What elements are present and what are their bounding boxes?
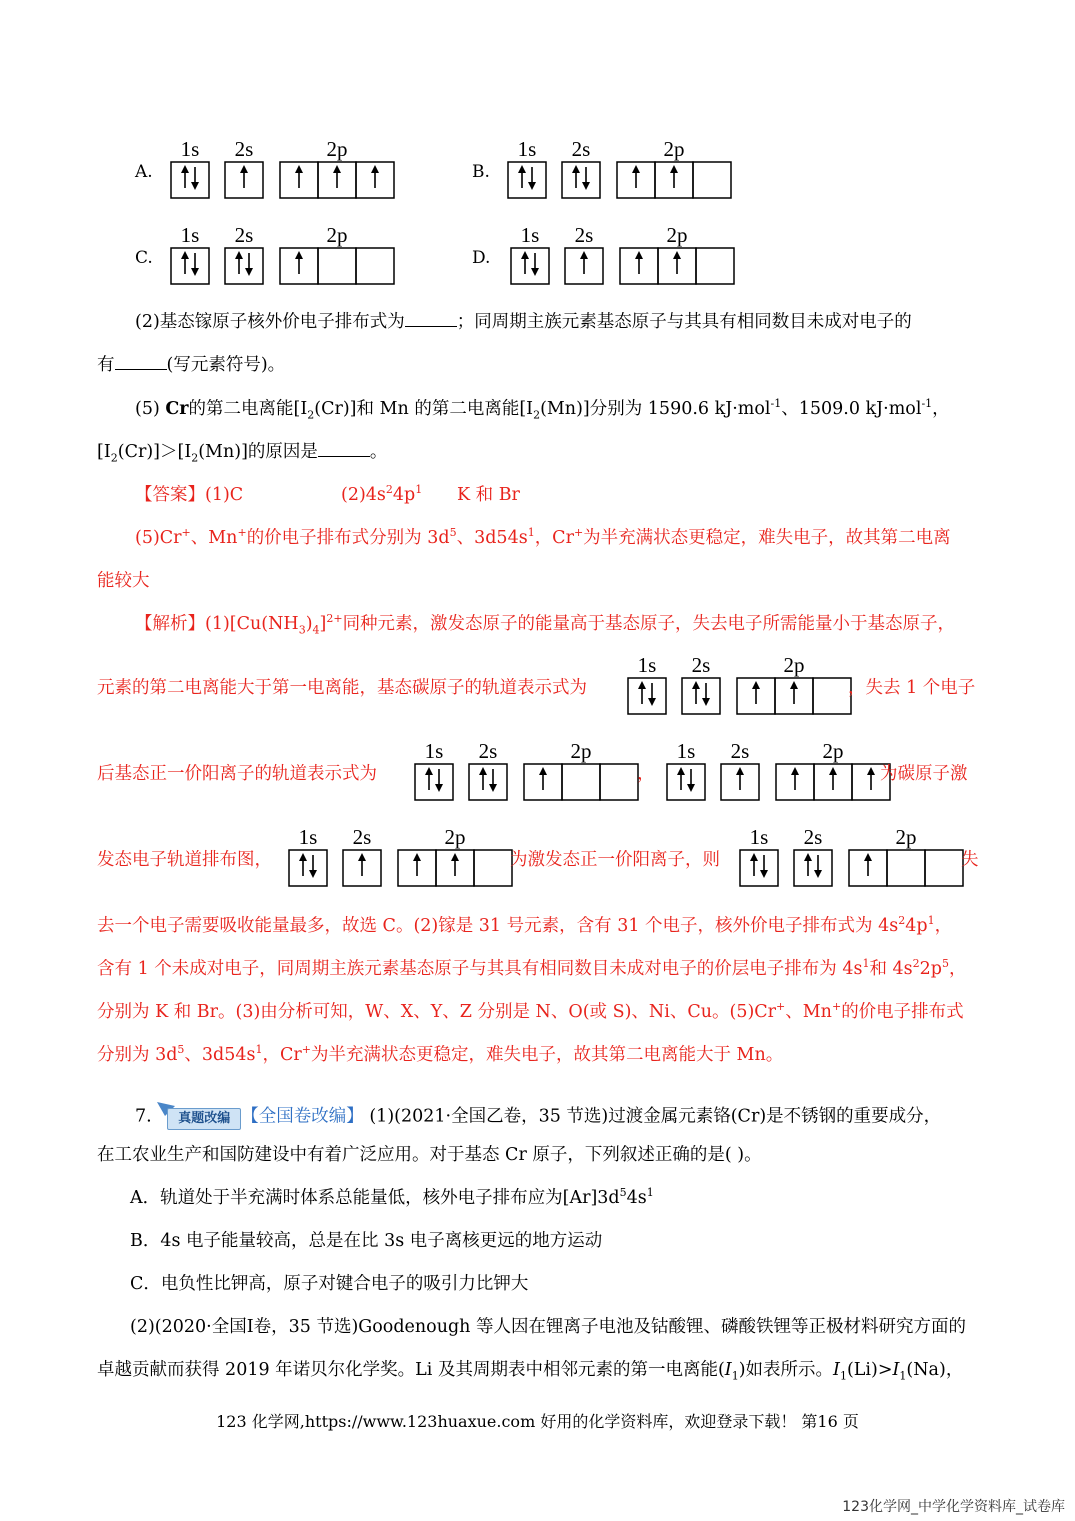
svg-text:2p: 2p [570, 739, 592, 763]
sub: 2 [191, 451, 199, 465]
analysis-text: 、3d54s [184, 1045, 256, 1065]
sup: 1 [646, 1186, 654, 1200]
sup: + [831, 1000, 842, 1014]
q7-text: (Na)， [906, 1360, 964, 1380]
svg-text:1s: 1s [637, 653, 657, 677]
sup: 1 [862, 957, 870, 971]
orbital-diagram-b [507, 138, 737, 208]
q5-text: [I [97, 442, 111, 462]
sup: 5 [619, 1186, 627, 1200]
sup: 1 [527, 526, 535, 540]
analysis-line5 [97, 914, 952, 938]
q2-line1 [135, 310, 912, 334]
q5-text: (5) [135, 399, 166, 419]
analysis-text: 4p [905, 916, 928, 936]
analysis-heading: 【解析】 [135, 614, 205, 634]
q7-option-a [130, 1186, 654, 1210]
analysis-text: ) [305, 614, 313, 634]
orbital-diagram-a [170, 138, 400, 208]
analysis-comma: ， [637, 764, 655, 784]
q7-text: (1)(2021·全国乙卷，35 节选)过渡金属元素铬(Cr)是不锈钢的重要成分， [369, 1106, 942, 1127]
svg-text:1s: 1s [676, 739, 696, 763]
sup: 5 [177, 1043, 185, 1057]
analysis-line1 [135, 612, 955, 636]
answer-1: (1)C [205, 485, 244, 505]
svg-text:2s: 2s [730, 739, 750, 763]
answer-5-line2: 能较大 [97, 571, 150, 591]
answer-blank [405, 312, 457, 327]
q7-line1 [135, 1102, 941, 1132]
svg-text:2p: 2p [444, 825, 466, 849]
q2-text: (写元素符号)。 [166, 355, 286, 375]
analysis-line4c: 失 [961, 850, 979, 870]
sup: 1 [927, 914, 935, 928]
sub: 3 [298, 623, 306, 637]
q2-text: (2)基态镓原子核外价电子排布式为 [135, 312, 405, 332]
svg-text:2p: 2p [783, 653, 805, 677]
svg-text:1s: 1s [517, 137, 537, 161]
analysis-line7 [97, 1000, 964, 1024]
q7-option-c: C．电负性比钾高，原子对键合电子的吸引力比钾大 [130, 1274, 529, 1294]
analysis-line2a: 元素的第二电离能大于第一电离能，基态碳原子的轨道表示式为 [97, 678, 587, 698]
sup: -1 [770, 397, 782, 411]
q5-text: (Cr)]和 Mn 的第二电离能[I [314, 399, 534, 419]
page-footer: 123 化学网,https://www.123huaxue.com 好用的化学资料库，欢迎登录下载！ 第16 页 [216, 1412, 859, 1431]
option-text: A．轨道处于半充满时体系总能量低，核外电子排布应为[Ar]3d [130, 1188, 620, 1208]
answer-text: 4p [392, 485, 416, 505]
option-c-label: C. [135, 248, 153, 268]
answer-heading: 【答案】 [135, 485, 205, 505]
option-text: 4s [626, 1188, 647, 1208]
analysis-text: 去一个电子需要吸收能量最多，故选 C。(2)镓是 31 号元素，含有 31 个电子，核外价电子排布式为 4s [97, 916, 899, 936]
analysis-text: (1)[Cu(NH [205, 614, 299, 634]
sup: + [301, 1043, 311, 1057]
q5-text: 。 [369, 442, 388, 462]
svg-text:1s: 1s [749, 825, 769, 849]
option-b-label: B. [472, 162, 490, 182]
tag-label: 真题改编 [167, 1108, 241, 1130]
answer-2 [341, 483, 422, 507]
symbol-i: I [724, 1360, 732, 1380]
orbital-diagram-c-plus-ground-2 [739, 826, 969, 896]
analysis-line3b: 为碳原子激 [880, 764, 968, 784]
svg-text:2p: 2p [666, 223, 688, 247]
q5-cr: Cr [165, 399, 189, 419]
sup: 2+ [326, 612, 343, 626]
analysis-line6 [97, 957, 966, 981]
orbital-diagram-c-plus-ground [414, 740, 644, 810]
answer-text: 的价电子排布式分别为 3d [246, 528, 450, 548]
analysis-text: 分别为 3d [97, 1045, 178, 1065]
orbital-diagram-d [510, 224, 740, 294]
analysis-text: ， [948, 959, 967, 979]
orbital-diagram-c [170, 224, 400, 294]
svg-text:2s: 2s [691, 653, 711, 677]
q7-text: 卓越贡献而获得 2019 年诺贝尔化学奖。Li 及其周期表中相邻元素的第一电离能( [97, 1360, 725, 1380]
answer-blank [115, 355, 167, 370]
answer-text: (5)Cr [135, 528, 182, 548]
svg-text:2s: 2s [234, 223, 254, 247]
analysis-text: 的价电子排布式 [841, 1002, 964, 1022]
answer-5-line1 [135, 526, 951, 550]
svg-text:2s: 2s [803, 825, 823, 849]
svg-text:1s: 1s [180, 223, 200, 247]
answer-text: 、Mn [190, 528, 238, 548]
analysis-line4b: 为激发态正一价阳离子，则 [510, 850, 720, 870]
q7-line2: 在工农业生产和国防建设中有着广泛应用。对于基态 Cr 原子，下列叙述正确的是( )。 [97, 1145, 762, 1165]
watermark: 123化学网_中学化学资料库_试卷库 [842, 1499, 1065, 1515]
analysis-text: ， [934, 916, 953, 936]
q5-line2 [97, 440, 387, 464]
svg-text:1s: 1s [520, 223, 540, 247]
answer-blank [318, 442, 370, 457]
q7-part2-line2 [97, 1358, 963, 1382]
q5-text: 、1509.0 kJ·mol [781, 399, 922, 419]
sub: 4 [312, 623, 320, 637]
sup: 1 [415, 483, 423, 497]
analysis-text: 同种元素，激发态原子的能量高于基态原子，失去电子所需能量小于基态原子， [342, 614, 956, 634]
analysis-text: 含有 1 个未成对电子，同周期主族元素基态原子与其具有相同数目未成对电子的价层电子排布为 4s [97, 959, 863, 979]
option-d-label: D. [472, 248, 491, 268]
analysis-text: 分别为 K 和 Br。(3)由分析可知，W、X、Y、Z 分别是 N、O(或 S)、Ni、Cu。(5)Cr [97, 1002, 777, 1022]
svg-text:1s: 1s [424, 739, 444, 763]
real-exam-tag-icon [157, 1102, 241, 1132]
sup: + [237, 526, 247, 540]
sup: -1 [921, 397, 933, 411]
q5-text: (Cr)]＞[I [117, 442, 192, 462]
orbital-diagram-carbon-ground [627, 654, 857, 724]
sup: 2 [385, 483, 393, 497]
sup: 5 [941, 957, 949, 971]
sub: 2 [307, 408, 315, 422]
analysis-text: 、Mn [785, 1002, 832, 1022]
answer-text: (2)4s [341, 485, 386, 505]
q2-text: ；同周期主族元素基态原子与其具有相同数目未成对电子的 [456, 312, 912, 332]
svg-text:2s: 2s [571, 137, 591, 161]
analysis-text: ] [319, 614, 327, 634]
q5-text: ， [932, 399, 950, 419]
svg-text:2s: 2s [478, 739, 498, 763]
sub: 2 [533, 408, 541, 422]
q5-text: (Mn)]的原因是 [198, 442, 318, 462]
orbital-diagram-c-plus-excited [288, 826, 518, 896]
svg-text:2p: 2p [663, 137, 685, 161]
analysis-text: ，Cr [262, 1045, 302, 1065]
symbol-i: I [833, 1360, 840, 1380]
sub: 1 [899, 1369, 907, 1383]
svg-text:2s: 2s [234, 137, 254, 161]
sup: 2 [898, 914, 906, 928]
analysis-line8 [97, 1043, 783, 1067]
answer-line1 [135, 483, 243, 507]
sup: + [776, 1000, 786, 1014]
analysis-text: 为半充满状态更稳定，难失电子，故其第二电离能大于 Mn。 [310, 1045, 784, 1065]
svg-text:2s: 2s [574, 223, 594, 247]
symbol-i: I [892, 1360, 900, 1380]
svg-text:2p: 2p [326, 137, 348, 161]
analysis-line3a: 后基态正一价阳离子的轨道表示式为 [97, 764, 377, 784]
answer-text: 为半充满状态更稳定，难失电子，故其第二电离 [583, 528, 951, 548]
answer-text: 、3d54s [456, 528, 528, 548]
svg-text:1s: 1s [180, 137, 200, 161]
sup: + [573, 526, 584, 540]
source-label: 【全国卷改编】 [241, 1106, 364, 1127]
svg-text:2s: 2s [352, 825, 372, 849]
sup: 2 [912, 957, 920, 971]
q5-text: (Mn)]分别为 1590.6 kJ·mol [540, 399, 771, 419]
answer-text: ，Cr [534, 528, 574, 548]
svg-text:2p: 2p [822, 739, 844, 763]
analysis-text: 2p [919, 959, 942, 979]
answer-2b: K 和 Br [457, 485, 520, 505]
sub: 2 [110, 451, 118, 465]
q7-text: )如表所示。 [738, 1360, 834, 1380]
orbital-diagram-carbon-excited [666, 740, 896, 810]
q7-part2-line1: (2)(2020·全国Ⅰ卷，35 节选)Goodenough 等人因在锂离子电池及钴酸锂、磷酸铁锂等正极材料研究方面的 [130, 1317, 967, 1337]
sub: 1 [839, 1369, 847, 1383]
sup: 5 [449, 526, 457, 540]
question-number: 7. [135, 1106, 152, 1127]
svg-text:2p: 2p [326, 223, 348, 247]
analysis-line4a: 发态电子轨道排布图， [97, 850, 272, 870]
svg-text:1s: 1s [298, 825, 318, 849]
sub: 1 [731, 1369, 739, 1383]
q2-text: 有 [97, 355, 115, 375]
q5-line1 [135, 397, 950, 421]
option-a-label: A. [135, 162, 153, 182]
svg-text:2p: 2p [895, 825, 917, 849]
q7-option-b: B．4s 电子能量较高，总是在比 3s 电子离核更远的地方运动 [130, 1231, 603, 1251]
analysis-line2b: ，失去 1 个电子 [848, 678, 976, 698]
q2-line2 [97, 353, 285, 377]
analysis-text: 和 4s [869, 959, 913, 979]
sup: 1 [255, 1043, 263, 1057]
q5-text: 的第二电离能[I [188, 399, 308, 419]
sup: + [181, 526, 191, 540]
q7-text: (Li)> [846, 1360, 893, 1380]
